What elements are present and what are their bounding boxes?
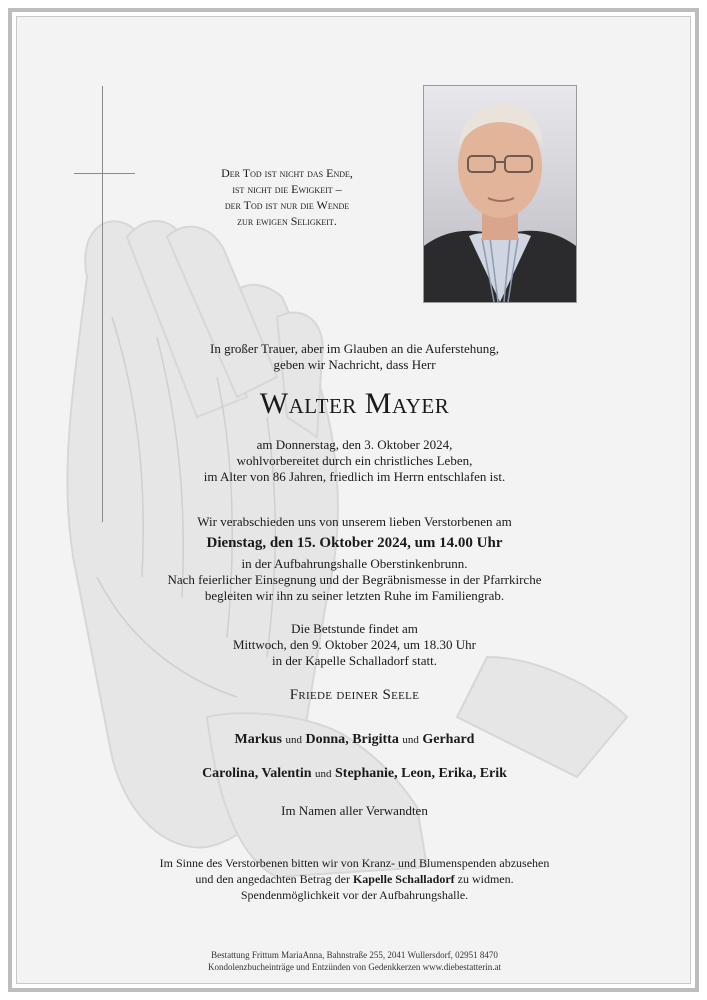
donation-line: Spendenmöglichkeit vor der Aufbahrungshalle. bbox=[240, 888, 469, 902]
relatives-line: Im Namen aller Verwandten bbox=[281, 803, 428, 818]
farewell-heading: Friede deiner Seele bbox=[289, 687, 420, 703]
prayer-line: Mittwoch, den 9. Oktober 2024, um 18.30 Uhr bbox=[232, 637, 476, 652]
prayer-service bbox=[17, 621, 691, 669]
intro-line: In großer Trauer, aber im Glauben an die Auferstehung, bbox=[209, 341, 499, 356]
family-name: Donna bbox=[305, 732, 346, 747]
quote-line: ist nicht die Ewigkeit – bbox=[232, 182, 342, 196]
deceased-name: Walter Mayer bbox=[259, 387, 450, 420]
donation-line bbox=[17, 871, 691, 887]
memorial-quote bbox=[187, 165, 387, 229]
footer-line: Kondolenzbucheinträge und Entzünden von Gedenkkerzen www.diebestatterin.at bbox=[207, 962, 502, 972]
donation-text: zu widmen. bbox=[457, 872, 514, 886]
family-name: Brigitta bbox=[352, 732, 399, 747]
conjunction: und bbox=[315, 768, 332, 780]
cross-bar bbox=[74, 173, 135, 174]
family-name: Gerhard bbox=[422, 732, 475, 747]
funeral-line: begleiten wir ihn zu seiner letzten Ruhe im Familiengrab. bbox=[204, 588, 505, 603]
separator: , bbox=[345, 732, 349, 747]
prayer-line: in der Kapelle Schalladorf statt. bbox=[272, 653, 437, 668]
donation-note bbox=[17, 855, 691, 903]
footer-line: Bestattung Frittum MariaAnna, Bahnstraße 255, 2041 Wullersdorf, 02951 8470 bbox=[211, 950, 498, 960]
funeral-line: in der Aufbahrungshalle Oberstinkenbrunn. bbox=[241, 556, 468, 571]
family-row-2 bbox=[17, 765, 691, 783]
family-name: Markus bbox=[234, 732, 282, 747]
donation-recipient: Kapelle Schalladorf bbox=[352, 872, 455, 886]
conjunction: und bbox=[402, 734, 419, 746]
funeral-line: Nach feierlicher Einsegnung und der Begräbnismesse in der Pfarrkirche bbox=[167, 572, 542, 587]
death-line: am Donnerstag, den 3. Oktober 2024, bbox=[256, 437, 453, 452]
family-name: Stephanie, Leon, Erika, Erik bbox=[335, 766, 507, 781]
conjunction: und bbox=[285, 734, 302, 746]
donation-line: Im Sinne des Verstorbenen bitten wir von Kranz- und Blumenspenden abzusehen bbox=[159, 856, 550, 870]
prayer-line: Die Betstunde findet am bbox=[291, 621, 418, 636]
family-row-1 bbox=[17, 731, 691, 749]
family-name: Carolina, Valentin bbox=[202, 766, 312, 781]
intro-text bbox=[17, 341, 691, 373]
quote-line: der Tod ist nur die Wende bbox=[224, 198, 350, 212]
inner-frame bbox=[16, 16, 691, 984]
death-details bbox=[17, 437, 691, 485]
intro-line: geben wir Nachricht, dass Herr bbox=[273, 357, 436, 372]
funeral-intro: Wir verabschieden uns von unserem lieben Verstorbenen am bbox=[197, 514, 512, 529]
death-line: wohlvorbereitet durch ein christliches Leben, bbox=[236, 453, 473, 468]
funeral-home-footer bbox=[17, 949, 691, 973]
quote-line: Der Tod ist nicht das Ende, bbox=[221, 166, 353, 180]
portrait-image bbox=[424, 86, 576, 302]
praying-hands-illustration bbox=[17, 17, 691, 984]
death-line: im Alter von 86 Jahren, friedlich im Herrn entschlafen ist. bbox=[203, 469, 506, 484]
quote-line: zur ewigen Seligkeit. bbox=[237, 214, 337, 228]
funeral-date: Dienstag, den 15. Oktober 2024, um 14.00 Uhr bbox=[206, 535, 503, 551]
portrait-photo bbox=[423, 85, 577, 303]
funeral-details bbox=[17, 556, 691, 604]
donation-text: und den angedachten Betrag der bbox=[195, 872, 350, 886]
